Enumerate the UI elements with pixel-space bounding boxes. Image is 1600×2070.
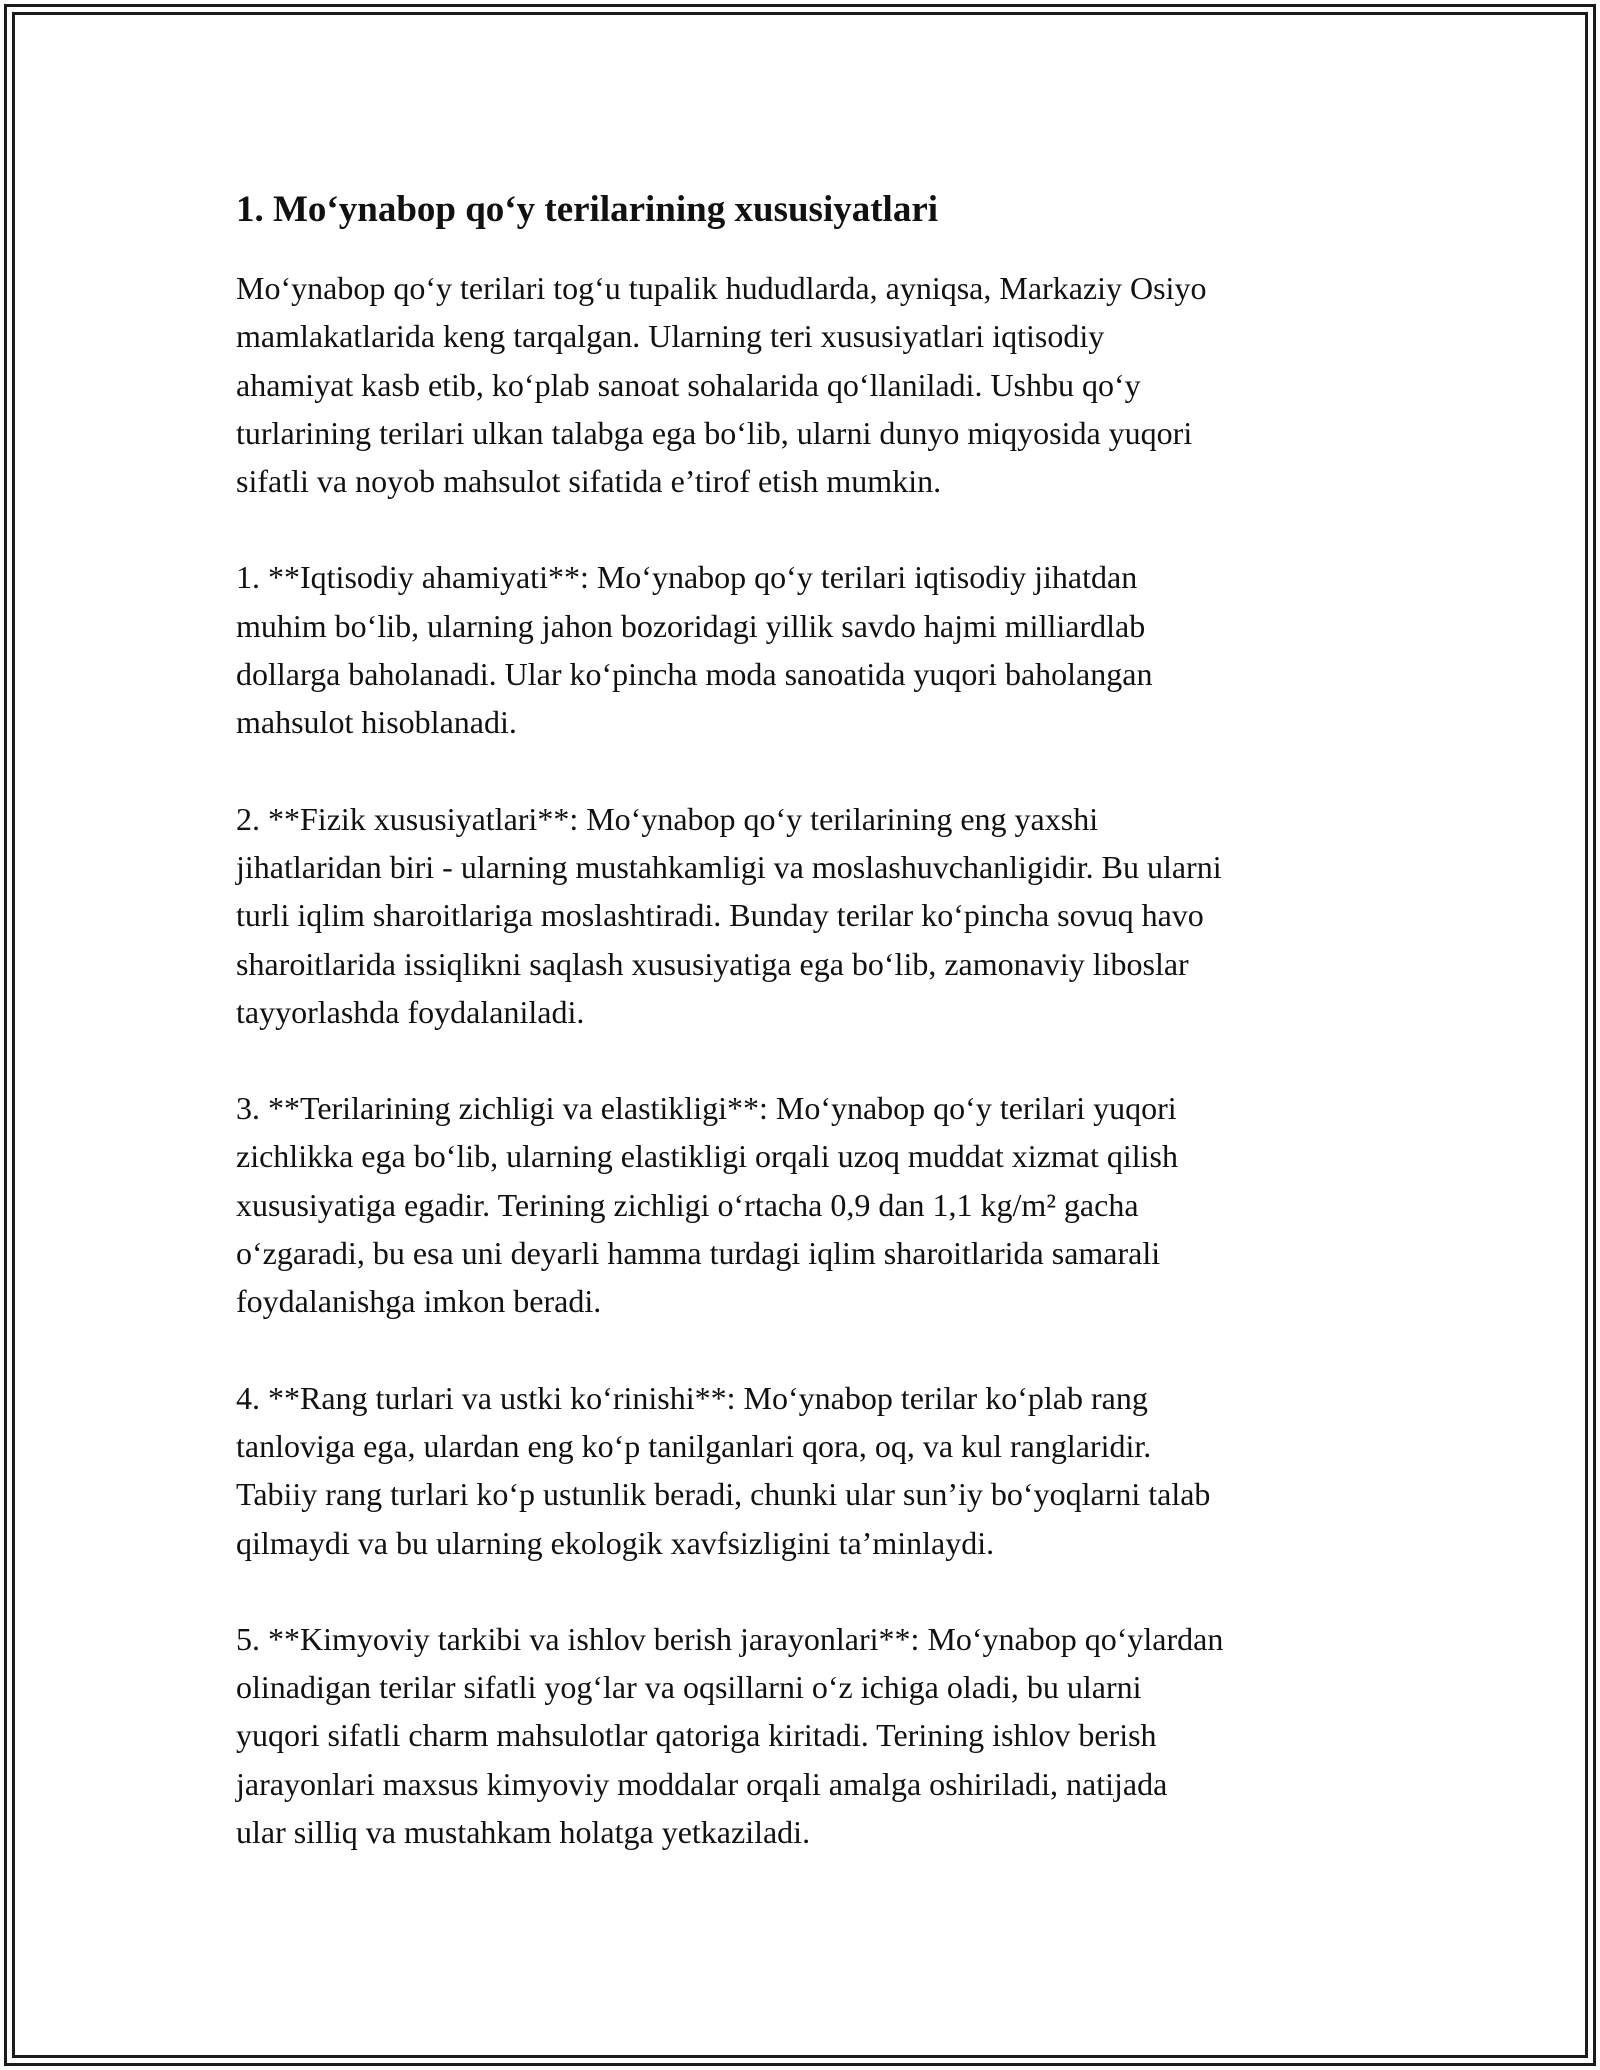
text-line: 4. **Rang turlari va ustki ko‘rinishi**: Mo‘ynabop terilar ko‘plab rang: [236, 1379, 1148, 1416]
text-line: muhim bo‘lib, ularning jahon bozoridagi yillik savdo hajmi milliardlab: [236, 607, 1146, 644]
list-item-density-elasticity: [236, 1084, 1376, 1325]
document-body: [236, 186, 1376, 1904]
text-line: foydalanishga imkon beradi.: [236, 1283, 602, 1320]
text-line: tayyorlashda foydalaniladi.: [236, 993, 585, 1030]
text-line: Tabiiy rang turlari ko‘p ustunlik beradi, chunki ular sun’iy bo‘yoqlarni talab: [236, 1476, 1211, 1513]
list-item-color-types: [236, 1374, 1376, 1567]
text-line: olinadigan terilar sifatli yog‘lar va oqsillarni o‘z ichiga oladi, bu ularni: [236, 1669, 1142, 1706]
text-line: qilmaydi va bu ularning ekologik xavfsizligini ta’minlaydi.: [236, 1524, 995, 1561]
text-line: Mo‘ynabop qo‘y terilari tog‘u tupalik hududlarda, ayniqsa, Markaziy Osiyo: [236, 270, 1207, 306]
text-line: sifatli va noyob mahsulot sifatida e’tirof etish mumkin.: [236, 463, 942, 500]
text-line: turlarining terilari ulkan talabga ega bo‘lib, ularni dunyo miqyosida yuqori: [236, 414, 1193, 451]
text-line: mahsulot hisoblanadi.: [236, 704, 517, 741]
text-line: turli iqlim sharoitlariga moslashtiradi. Bunday terilar ko‘pincha sovuq havo: [236, 897, 1204, 934]
document-title: 1. Mo‘ynabop qo‘y terilarining xususiyatlari: [236, 189, 939, 230]
text-line: 3. **Terilarining zichligi va elastikligi**: Mo‘ynabop qo‘y terilari yuqori: [236, 1090, 1177, 1127]
list-item-chemical-composition: [236, 1615, 1376, 1856]
text-line: xususiyatiga egadir. Terining zichligi o‘rtacha 0,9 dan 1,1 kg/m² gacha: [236, 1186, 1139, 1223]
text-line: ahamiyat kasb etib, ko‘plab sanoat sohalarida qo‘llaniladi. Ushbu qo‘y: [236, 366, 1141, 403]
text-line: yuqori sifatli charm mahsulotlar qatoriga kiritadi. Terining ishlov berish: [236, 1717, 1157, 1754]
text-line: jihatlaridan biri - ularning mustahkamligi va moslashuvchanligidir. Bu ularni: [236, 848, 1222, 885]
text-line: 2. **Fizik xususiyatlari**: Mo‘ynabop qo‘y terilarining eng yaxshi: [236, 800, 1099, 837]
list-item-economic-importance: [236, 553, 1376, 746]
text-line: jarayonlari maxsus kimyoviy moddalar orqali amalga oshiriladi, natijada: [236, 1765, 1168, 1802]
text-line: dollarga baholanadi. Ular ko‘pincha moda sanoatida yuqori baholangan: [236, 656, 1153, 693]
text-line: tanloviga ega, ulardan eng ko‘p tanilganlari qora, oq, va kul ranglaridir.: [236, 1427, 1152, 1464]
intro-paragraph: [236, 264, 1376, 505]
text-line: 1. **Iqtisodiy ahamiyati**: Mo‘ynabop qo‘y terilari iqtisodiy jihatdan: [236, 559, 1138, 596]
text-line: o‘zgaradi, bu esa uni deyarli hamma turdagi iqlim sharoitlarida samarali: [236, 1235, 1161, 1272]
text-line: ular silliq va mustahkam holatga yetkaziladi.: [236, 1814, 811, 1851]
text-line: mamlakatlarida keng tarqalgan. Ularning teri xususiyatlari iqtisodiy: [236, 318, 1105, 355]
text-line: 5. **Kimyoviy tarkibi va ishlov berish jarayonlari**: Mo‘ynabop qo‘ylardan: [236, 1620, 1224, 1657]
text-line: zichlikka ega bo‘lib, ularning elastikligi orqali uzoq muddat xizmat qilish: [236, 1138, 1178, 1175]
list-item-physical-properties: [236, 795, 1376, 1036]
text-line: sharoitlarida issiqlikni saqlash xususiyatiga ega bo‘lib, zamonaviy liboslar: [236, 945, 1189, 982]
